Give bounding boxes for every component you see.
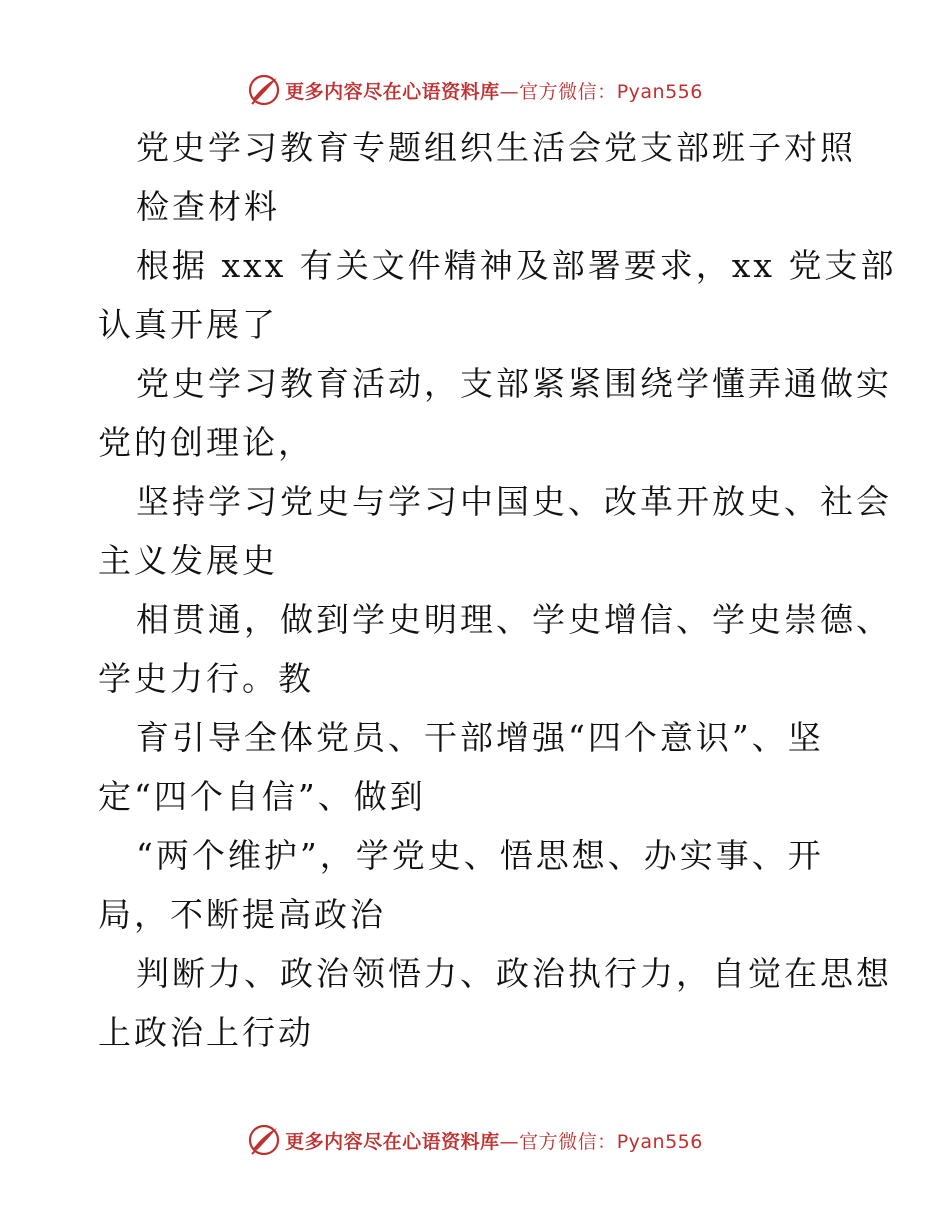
paragraph-line: 认真开展了 xyxy=(98,305,278,344)
quill-pen-logo-icon xyxy=(247,1123,281,1157)
paragraph-line: 定“四个自信”、做到 xyxy=(98,777,426,816)
quill-pen-logo-icon xyxy=(247,73,281,107)
paragraph-line: “两个维护”，学党史、悟思想、办实事、开 xyxy=(136,836,824,875)
banner-text xyxy=(285,77,703,104)
paragraph-line: 育引导全体党员、干部增强“四个意识”、坚 xyxy=(136,718,824,757)
header-banner xyxy=(0,70,950,110)
document-title-line-2: 检查材料 xyxy=(136,187,280,226)
banner-text xyxy=(285,1127,703,1154)
paragraph-line: 党史学习教育活动，支部紧紧围绕学懂弄通做实 xyxy=(136,364,892,403)
footer-banner xyxy=(0,1120,950,1160)
document-body xyxy=(98,118,897,1062)
paragraph-line: 主义发展史 xyxy=(98,541,278,580)
banner-wechat-id: Pyan556 xyxy=(616,1130,703,1153)
paragraph-line: 党的创理论， xyxy=(98,423,314,462)
paragraph-line: 判断力、政治领悟力、政治执行力，自觉在思想 xyxy=(136,954,892,993)
banner-separator: — xyxy=(499,1130,520,1153)
paragraph-line: 上政治上行动 xyxy=(98,1013,314,1052)
banner-wechat-label: 官方微信： xyxy=(519,1130,617,1153)
paragraph-line: 局，不断提高政治 xyxy=(98,895,386,934)
paragraph-line: 根据 xxx 有关文件精神及部署要求，xx 党支部 xyxy=(136,246,897,285)
banner-separator: — xyxy=(499,80,520,103)
banner-main-text: 更多内容尽在心语资料库 xyxy=(285,80,500,103)
banner-main-text: 更多内容尽在心语资料库 xyxy=(285,1130,500,1153)
paragraph-line: 坚持学习党史与学习中国史、改革开放史、社会 xyxy=(136,482,892,521)
paragraph-line: 相贯通，做到学史明理、学史增信、学史崇德、 xyxy=(136,600,892,639)
banner-wechat-label: 官方微信： xyxy=(519,80,617,103)
document-title-line-1: 党史学习教育专题组织生活会党支部班子对照 xyxy=(136,128,856,167)
banner-wechat-id: Pyan556 xyxy=(616,80,703,103)
paragraph-line: 学史力行。教 xyxy=(98,659,314,698)
